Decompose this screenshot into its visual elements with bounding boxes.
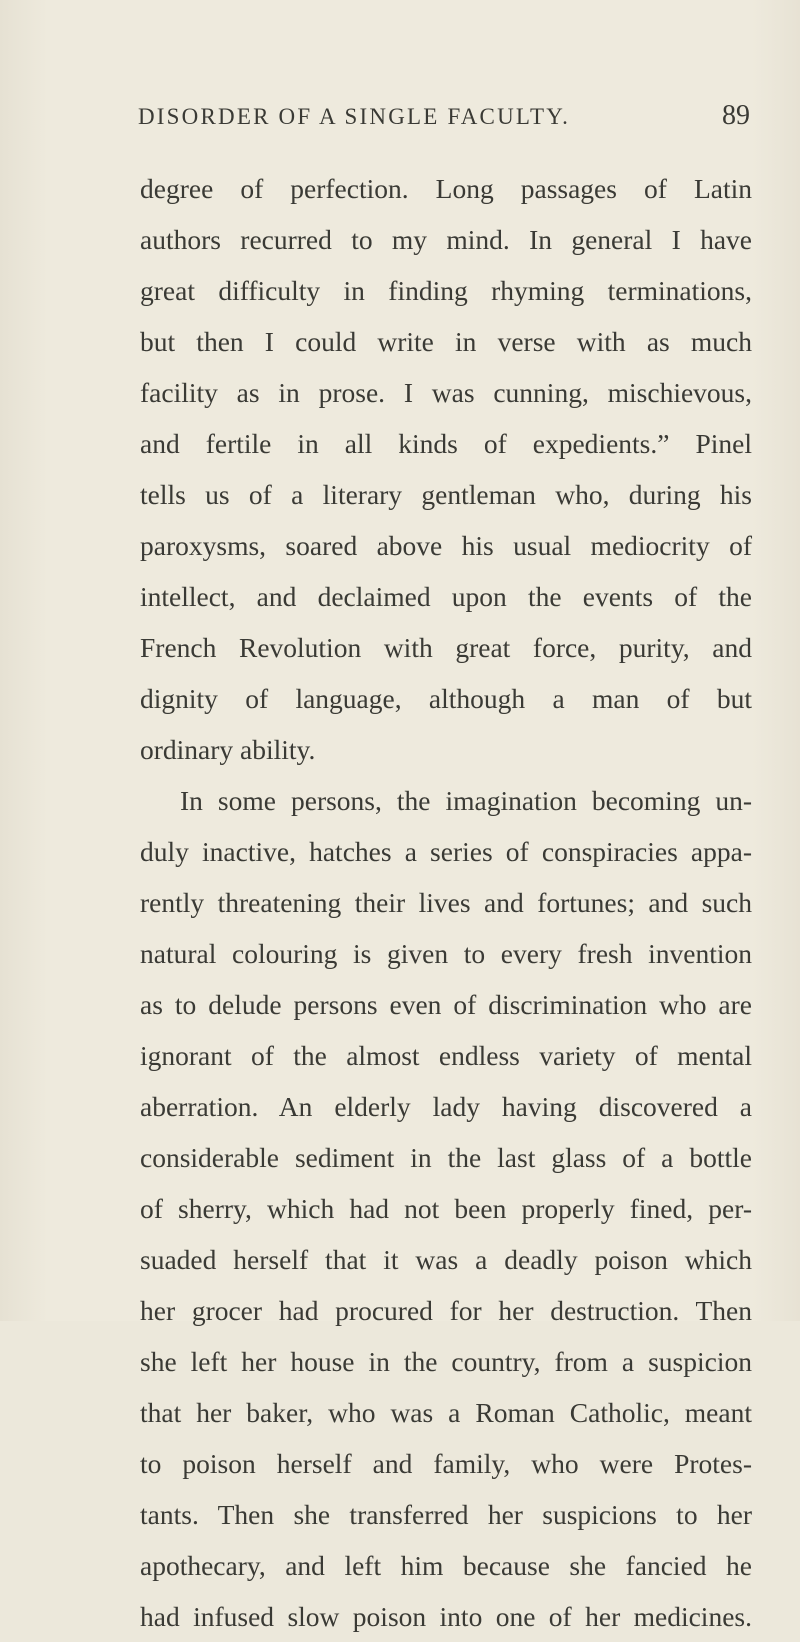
text-line: aberration. An elderly lady having discovered a <box>140 1091 752 1122</box>
text-line: she left her house in the country, from a suspicion <box>140 1346 752 1377</box>
body-text <box>140 163 752 1642</box>
running-head <box>110 100 750 140</box>
text-line-paragraph-end: ordinary ability. <box>140 734 316 765</box>
text-line: as to delude persons even of discrimination who are <box>140 989 752 1020</box>
text-line: to poison herself and family, who were Protes- <box>140 1448 752 1479</box>
text-line: authors recurred to my mind. In general I have <box>140 224 752 255</box>
text-line: facility as in prose. I was cunning, mischievous, <box>140 377 752 408</box>
text-line: ignorant of the almost endless variety of mental <box>140 1040 752 1071</box>
text-line: that her baker, who was a Roman Catholic, meant <box>140 1397 752 1428</box>
running-title: DISORDER OF A SINGLE FACULTY. <box>138 104 571 129</box>
text-line: duly inactive, hatches a series of conspiracies appa- <box>140 836 752 867</box>
text-line: paroxysms, soared above his usual mediocrity of <box>140 530 752 561</box>
page-number: 89 <box>722 100 750 131</box>
text-line: her grocer had procured for her destruction. Then <box>140 1295 752 1326</box>
text-line: tells us of a literary gentleman who, during his <box>140 479 752 510</box>
text-line: apothecary, and left him because she fancied he <box>140 1550 752 1581</box>
text-line: but then I could write in verse with as much <box>140 326 752 357</box>
text-line: intellect, and declaimed upon the events of the <box>140 581 752 612</box>
text-line: natural colouring is given to every fresh invention <box>140 938 752 969</box>
text-line: had infused slow poison into one of her medicines. <box>140 1601 752 1632</box>
text-line: dignity of language, although a man of but <box>140 683 752 714</box>
text-line: rently threatening their lives and fortunes; and such <box>140 887 752 918</box>
text-line-paragraph-start: In some persons, the imagination becoming un- <box>180 785 752 816</box>
text-line: of sherry, which had not been properly fined, per- <box>140 1193 752 1224</box>
text-line: French Revolution with great force, purity, and <box>140 632 752 663</box>
text-line: tants. Then she transferred her suspicions to her <box>140 1499 752 1530</box>
text-line: degree of perfection. Long passages of Latin <box>140 173 752 204</box>
text-line: great difficulty in finding rhyming terminations, <box>140 275 752 306</box>
text-line: considerable sediment in the last glass of a bottle <box>140 1142 752 1173</box>
text-line: suaded herself that it was a deadly poison which <box>140 1244 752 1275</box>
text-line: and fertile in all kinds of expedients.” Pinel <box>140 428 752 459</box>
